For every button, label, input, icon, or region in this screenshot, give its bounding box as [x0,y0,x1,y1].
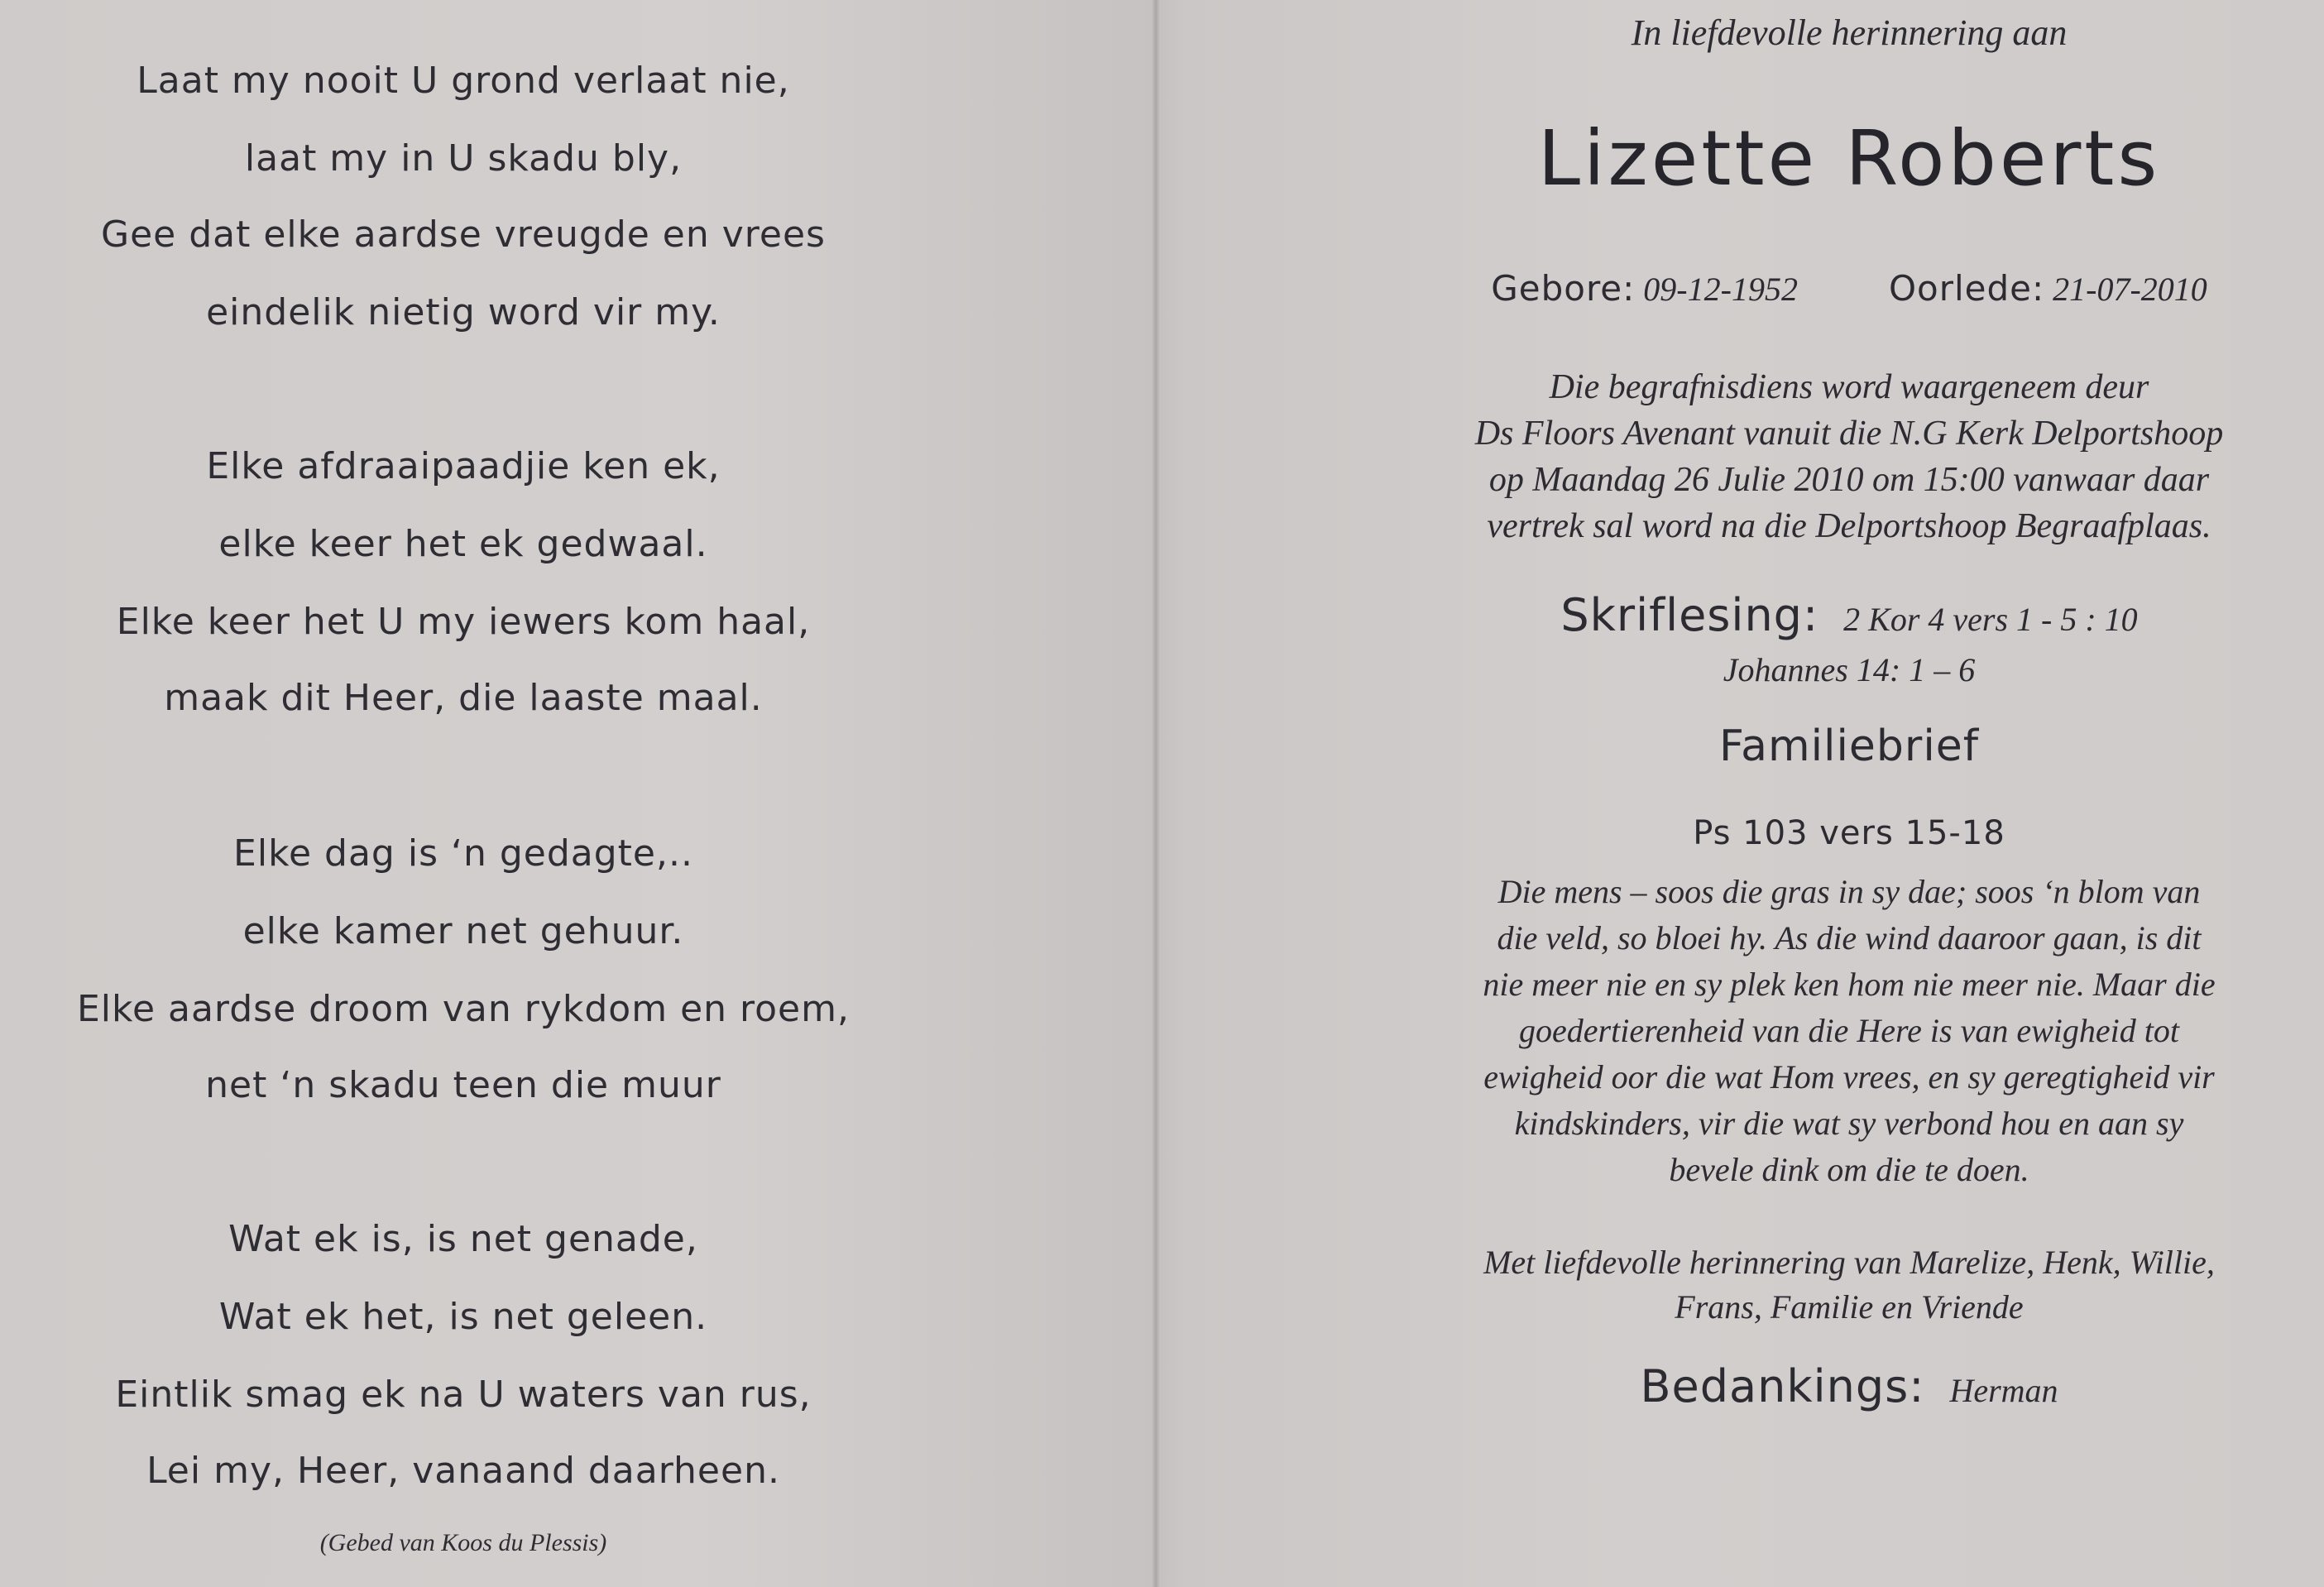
psalm-line: bevele dink om die te doen. [1669,1151,2029,1188]
poem-line: eindelik nietig word vir my. [206,291,721,333]
family-line: Met liefdevolle herinnering van Marelize, Henk, Willie, [1483,1244,2215,1281]
poem-line: Elke keer het U my iewers kom haal, [116,601,811,643]
dates-row [1382,268,2317,309]
died-date: 21-07-2010 [2053,271,2207,308]
poem-line: elke kamer net gehuur. [242,910,684,952]
poem-line: Laat my nooit U grond verlaat nie, [137,60,790,102]
psalm-line: ewigheid oor die wat Hom vrees, en sy geregtigheid vir [1483,1058,2215,1096]
service-line: vertrek sal word na die Delportshoop Begraafplaas. [1487,507,2211,545]
memorial-panel [1382,0,2317,1587]
born-label: Gebore: [1491,268,1636,309]
poem-line: Wat ek het, is net geleen. [218,1296,708,1338]
psalm-line: die veld, so bloei hy. As die wind daaroor gaan, is dit [1497,919,2202,957]
poem-line: Elke afdraaipaadjie ken ek, [206,445,721,487]
poem-line: net ‘n skadu teen die muur [205,1064,721,1106]
service-line: Ds Floors Avenant vanuit die N.G Kerk Delportshoop [1474,415,2224,453]
scripture-row [1382,589,2317,641]
poem-line: Wat ek is, is net genade, [228,1218,698,1260]
scripture-label: Skriflesing: [1560,589,1819,641]
died-label: Oorlede: [1888,268,2045,309]
scripture-ref-2: Johannes 14: 1 – 6 [1723,651,1976,688]
psalm-line: kindskinders, vir die wat sy verbond hou en aan sy [1514,1105,2184,1142]
poem-panel [0,0,927,1587]
psalm-line: goedertierenheid van die Here is van ewigheid tot [1519,1012,2179,1049]
service-line: Die begrafnisdiens word waargeneem deur [1549,368,2149,406]
poem-line: Eintlik smag ek na U waters van rus, [115,1374,812,1416]
family-line: Frans, Familie en Vriende [1675,1288,2024,1326]
poem-credit: (Gebed van Koos du Plessis) [319,1529,607,1556]
poem-line: Gee dat elke aardse vreugde en vrees [101,213,826,256]
psalm-line: Die mens – soos die gras in sy dae; soos ‘n blom van [1497,873,2201,910]
born-date: 09-12-1952 [1643,271,1798,308]
poem-line: elke keer het ek gedwaal. [218,523,708,565]
scripture-ref-1: 2 Kor 4 vers 1 - 5 : 10 [1843,601,2138,638]
card-fold [1152,0,1160,1587]
service-line: op Maandag 26 Julie 2010 om 15:00 vanwaar daar [1488,461,2210,499]
deceased-name: Lizette Roberts [1537,114,2161,203]
poem-line: Lei my, Heer, vanaand daarheen. [146,1450,780,1492]
psalm-line: nie meer nie en sy plek ken hom nie meer nie. Maar die [1483,966,2216,1003]
thanks-label: Bedankings: [1640,1360,1925,1412]
poem-line: maak dit Heer, die laaste maal. [164,677,763,719]
family-letter-heading: Familiebrief [1718,722,1980,771]
poem-line: Elke dag is ‘n gedagte,.. [233,832,693,875]
thanks-row [1382,1360,2317,1412]
thanks-name: Herman [1949,1372,2058,1409]
psalm-ref: Ps 103 vers 15-18 [1693,814,2005,852]
poem-line: Elke aardse droom van rykdom en roem, [77,988,850,1030]
intro-text: In liefdevolle herinnering aan [1631,12,2068,53]
poem-line: laat my in U skadu bly, [244,137,683,180]
